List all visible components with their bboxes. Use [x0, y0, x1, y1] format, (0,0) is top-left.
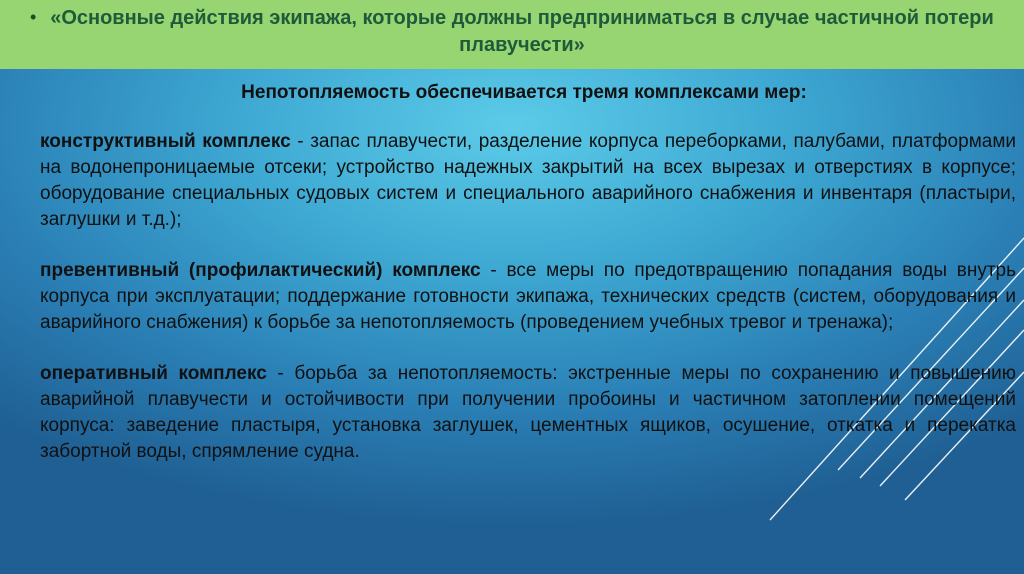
title-bullet: •: [30, 7, 37, 27]
text-operative: - борьба за непотопляемость: экстренные меры по сохранению и повышению аварийной плавучести и остойчивости при получении пробоины и частичном затоплении помещений корпуса: заведение пластыря, установка заглушек, цементных ящиков, осушение, откатка и перекатка забортной воды, спрямление судна.: [40, 363, 1016, 462]
slide-body: [40, 80, 1016, 490]
slide-title-bar: [0, 0, 1024, 69]
subheading: Непотопляемость обеспечивается тремя комплексами мер:: [241, 82, 807, 103]
term-operative: оперативный комплекс: [40, 363, 267, 384]
text-preventive: - все меры по предотвращению попадания воды внутрь корпуса при эксплуатации; поддержание готовности экипажа, технических средств (систем, оборудования и аварийного снабжения) к борьбе за непотопляемость (проведением учебных тревог и тренажа);: [40, 260, 1016, 333]
term-constructive: конструктивный комплекс: [40, 131, 291, 152]
slide-title: «Основные действия экипажа, которые должны предприниматься в случае частичной потери плавучести»: [50, 7, 994, 56]
text-constructive: - запас плавучести, разделение корпуса переборками, палубами, платформами на водонепроницаемые отсеки; устройство надежных закрытий на всех вырезах и отверстиях в корпусе; оборудование специальных судовых систем и специального аварийного снабжения и инвентаря (пластыри, заглушки и т.д.);: [40, 131, 1016, 230]
paragraph-constructive: [40, 129, 1016, 233]
paragraph-preventive: [40, 258, 1016, 336]
term-preventive: превентивный (профилактический) комплекс: [40, 260, 481, 281]
paragraph-operative: [40, 361, 1016, 465]
